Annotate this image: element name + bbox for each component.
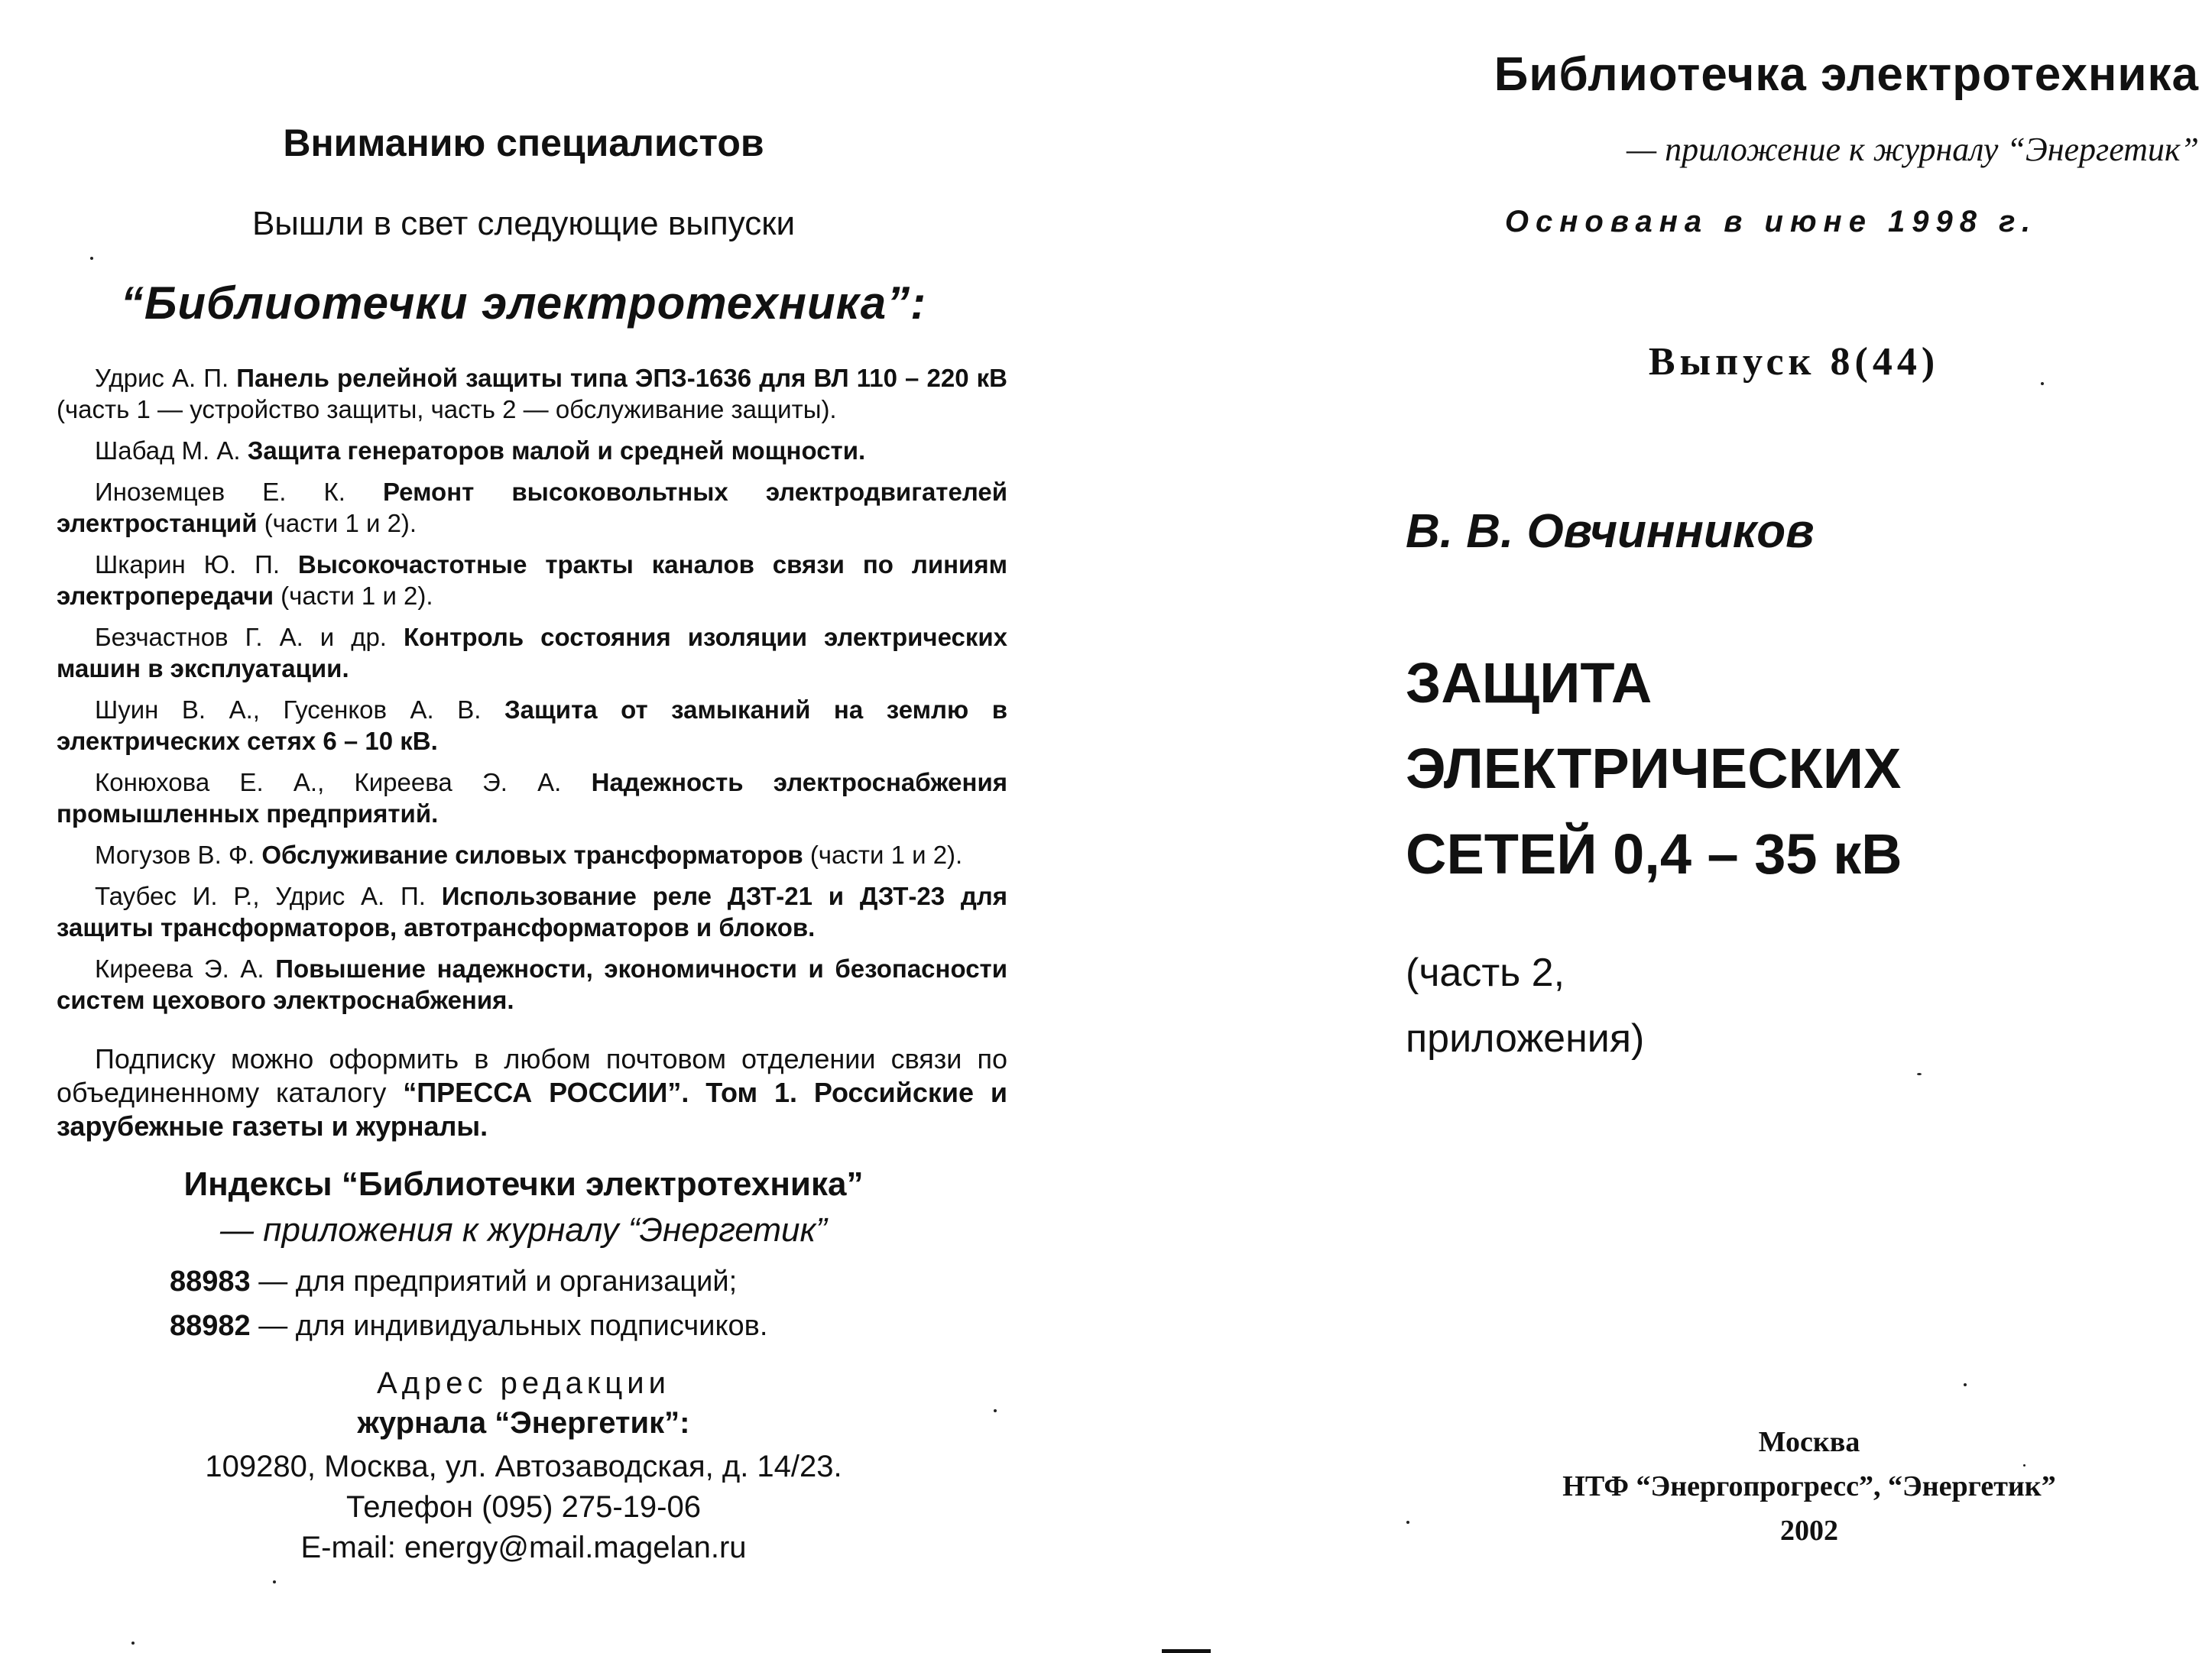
entry-title: Высокочастотные тракты каналов связи по линиям электропередачи: [57, 550, 1008, 610]
book-title-line: СЕТЕЙ 0,4 – 35 кВ: [1406, 822, 1902, 886]
entry-authors: Могузов В. Ф.: [95, 841, 255, 869]
address-label: Адрес редакции: [377, 1366, 670, 1400]
entry-title: Контроль состояния изоляции электрических машин в эксплуатации.: [57, 623, 1007, 682]
index-item: [170, 1304, 767, 1348]
address-phone: Телефон (095) 275-19-06: [346, 1490, 701, 1524]
page-subheading: Вышли в свет следующие выпуски: [251, 205, 796, 242]
scan-speck: [1964, 1383, 1967, 1386]
entry-title: Панель релейной защиты типа ЭПЗ-1636 для ВЛ 110 – 220 кВ: [236, 364, 1007, 392]
catalog-entry: [57, 953, 1007, 1016]
series-name: “Библиотечки электротехника”:: [120, 277, 927, 329]
catalog-entry: [57, 476, 1007, 539]
series-title: Библиотечка электротехника: [1494, 48, 2199, 101]
catalog-list: [57, 362, 1007, 1026]
index-item: [170, 1259, 767, 1304]
entry-authors: Шабад М. А.: [95, 436, 241, 465]
index-code: 88983: [170, 1266, 251, 1298]
catalog-entry: [57, 694, 1007, 757]
entry-title: Обслуживание силовых трансформаторов: [261, 841, 803, 869]
index-text: — для предприятий и организаций;: [258, 1266, 738, 1298]
book-author: В. В. Овчинников: [1406, 505, 1815, 558]
page-heading: Вниманию специалистов: [283, 122, 764, 164]
indexes-list: [170, 1259, 767, 1348]
imprint-publisher: НТФ “Энергопрогресс”, “Энергетик”: [1562, 1470, 2056, 1502]
entry-note: (части 1 и 2).: [264, 509, 417, 537]
entry-authors: Таубес И. Р., Удрис А. П.: [95, 882, 426, 910]
address-email: E-mail: energy@mail.magelan.ru: [300, 1531, 747, 1564]
entry-authors: Иноземцев Е. К.: [95, 478, 345, 506]
entry-title: Повышение надежности, экономичности и безопасности систем цехового электроснабжения.: [57, 955, 1007, 1014]
entry-authors: Шкарин Ю. П.: [95, 550, 280, 579]
scan-speck: [90, 257, 93, 260]
subscription-text: Подписку можно оформить в любом почтовом отделении связи по объединенному каталогу: [57, 1043, 1007, 1108]
address-journal: журнала “Энергетик”:: [357, 1406, 690, 1440]
imprint-year: 2002: [1780, 1515, 1838, 1547]
subscription-note: [57, 1042, 1007, 1143]
indexes-subtitle: — приложения к журналу “Энергетик”: [220, 1211, 827, 1249]
catalog-entry: [57, 621, 1007, 684]
gutter-mark: [1162, 1649, 1211, 1653]
entry-title: Защита генераторов малой и средней мощности.: [247, 436, 866, 465]
series-founded: Основана в июне 1998 г.: [1504, 205, 2038, 238]
book-part: [1406, 940, 1644, 1071]
entry-title: Использование реле ДЗТ-21 и ДЗТ-23 для защиты трансформаторов, автотрансформаторов и блоков.: [57, 882, 1008, 942]
address-street: 109280, Москва, ул. Автозаводская, д. 14/23.: [205, 1450, 842, 1483]
catalog-entry: [57, 880, 1007, 943]
catalog-entry: [57, 767, 1007, 829]
book-part-line: (часть 2,: [1406, 951, 1565, 995]
series-appendix: — приложение к журналу “Энергетик”: [1627, 131, 2199, 168]
imprint-city: Москва: [1758, 1426, 1860, 1458]
index-code: 88982: [170, 1310, 251, 1342]
entry-authors: Удрис А. П.: [95, 364, 229, 392]
book-part-line: приложения): [1406, 1016, 1645, 1061]
right-page: [1106, 0, 2212, 1653]
catalog-entry: [57, 362, 1007, 425]
entry-title: Защита от замыканий на землю в электрических сетях 6 – 10 кВ.: [57, 695, 1007, 755]
book-title-line: ЭЛЕКТРИЧЕСКИХ: [1406, 737, 1902, 800]
book-title: [1406, 640, 1902, 897]
entry-authors: Киреева Э. А.: [95, 955, 264, 983]
catalog-entry: [57, 839, 1007, 870]
issue-number: Выпуск 8(44): [1648, 340, 1940, 384]
catalog-entry: [57, 435, 1007, 466]
subscription-catalog: “ПРЕССА РОССИИ”. Том 1. Российские и зарубежные газеты и журналы.: [57, 1077, 1007, 1142]
entry-authors: Безчастнов Г. А. и др.: [95, 623, 387, 651]
book-title-line: ЗАЩИТА: [1406, 651, 1653, 715]
scan-speck: [2041, 382, 2044, 385]
indexes-title: Индексы “Библиотечки электротехника”: [183, 1165, 864, 1203]
catalog-entry: [57, 549, 1007, 611]
scan-speck: [994, 1409, 997, 1412]
entry-note: (часть 1 — устройство защиты, часть 2 — обслуживание защиты).: [57, 395, 837, 423]
scan-speck: [273, 1580, 276, 1583]
scan-speck: [1406, 1521, 1409, 1524]
scan-speck: [131, 1642, 135, 1645]
entry-note: (части 1 и 2).: [809, 841, 963, 869]
scan-speck: [1917, 1073, 1922, 1075]
entry-authors: Шуин В. А., Гусенков А. В.: [95, 695, 482, 724]
scan-speck: [2023, 1464, 2026, 1467]
entry-note: (части 1 и 2).: [281, 582, 433, 610]
entry-title: Ремонт высоковольтных электродвигателей электростанций: [57, 478, 1007, 537]
entry-authors: Конюхова Е. А., Киреева Э. А.: [95, 768, 562, 796]
index-text: — для индивидуальных подписчиков.: [258, 1310, 768, 1342]
entry-title: Надежность электроснабжения промышленных предприятий.: [57, 768, 1008, 828]
